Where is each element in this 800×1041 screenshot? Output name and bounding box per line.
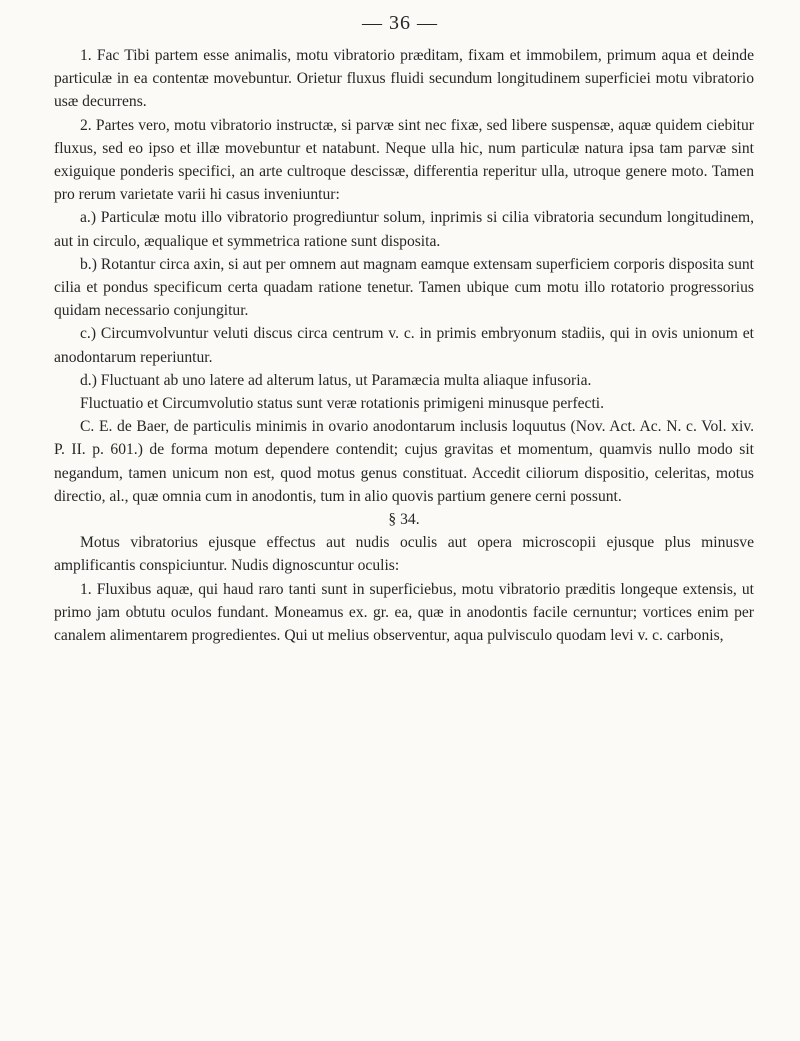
page-number: — 36 — (362, 12, 438, 34)
paragraph-baer: C. E. de Baer, de particulis minimis in ovario anodontarum inclusis loquutus (Nov. Act. Ac. N. c. Vol. xiv. P. II. p. 601.) de forma motum dependere contendit; cujus gravitas et momentum, quamvis nullo modo sit negandum, tamen unicum non est, quod motus genus constituat. Accedit ciliorum dispositio, celeritas, motus directio, al., quӕ omnia cum in anodontis, tum in alio quovis partium genere cerni possunt. (54, 418, 754, 505)
page-body (54, 44, 754, 647)
paragraph-fluxibus: 1. Fluxibus aquӕ, qui haud raro tanti sunt in superficiebus, motu vibratorio prӕditis longeque extensis, ut primo jam obtutu oculos fundant. Moneamus ex. gr. ea, quӕ in anodontis facile cernuntur; vortices enim per canalem alimentarem progredientes. Qui ut melius observentur, aqua pulvisculo quodam levi v. c. carbonis, (54, 580, 754, 645)
paragraph-fluctuatio: Fluctuatio et Circumvolutio status sunt verӕ rotationis primigeni minusque perfecti. (80, 395, 605, 413)
paragraph-b: b.) Rotantur circa axin, si aut per omnem aut magnam eamque extensam superficiem corporis disposita sunt cilia et pondus specificum certa quadam ratione tenetur. Tamen ubique cum motu illo rotatorio progressorius quidam necessario conjungitur. (54, 255, 754, 320)
paragraph-a: a.) Particulӕ motu illo vibratorio progrediuntur solum, inprimis si cilia vibratoria secundum longitudinem, aut in circulo, ӕqualique et symmetrica ratione sunt disposita. (54, 209, 754, 250)
paragraph-2: 2. Partes vero, motu vibratorio instructӕ, si parvӕ sint nec fixӕ, sed libere suspensӕ, aquӕ quidem ciebitur fluxus, sed eo ipso et illӕ movebuntur et natabunt. Neque ulla hic, num particulӕ natura ipsa tam parvӕ sint exiguique ponderis specifici, an arte cultroque descissӕ, differentia reperitur ulla, utroque genere moto. Tamen pro rerum varietate varii hi casus inveniuntur: (54, 116, 754, 204)
paragraph-d: d.) Fluctuant ab uno latere ad alterum latus, ut Paramӕcia multa aliaque infusoria. (80, 371, 592, 389)
paragraph-c: c.) Circumvolvuntur veluti discus circa centrum v. c. in primis embryonum stadiis, qui in ovis unionum et anodontarum reperiuntur. (54, 325, 754, 366)
section-heading: § 34. (388, 511, 420, 529)
paragraph-1: 1. Fac Tibi partem esse animalis, motu vibratorio prӕditam, fixam et immobilem, primum aqua et deinde particulӕ in ea contentӕ movebuntur. Orietur fluxus fluidi secundum longitudinem superficiei motu vibratorio usӕ decurrens. (54, 47, 754, 111)
paragraph-motus: Motus vibratorius ejusque effectus aut nudis oculis aut opera microscopii ejusque plus minusve amplificantis conspiciuntur. Nudis dignoscuntur oculis: (54, 534, 754, 575)
